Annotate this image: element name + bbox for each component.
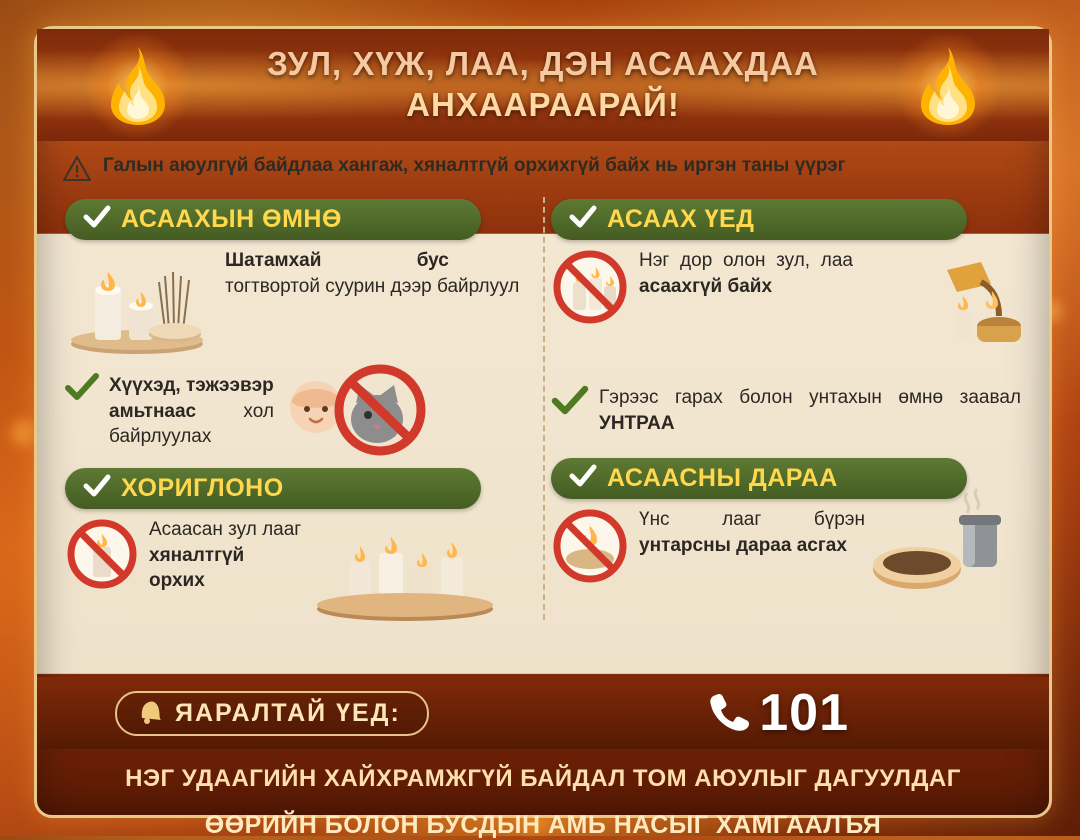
item-bold-2: амьтнаас bbox=[109, 400, 197, 422]
column-divider bbox=[543, 197, 545, 620]
candle-tray-icon bbox=[305, 517, 505, 628]
item-rest-head: хол bbox=[243, 400, 274, 422]
item-bold-2: бус bbox=[416, 250, 449, 271]
list-item bbox=[551, 507, 1021, 610]
item-bold-1: Хүүхэд, тэжээвэр bbox=[109, 375, 274, 396]
list-item bbox=[65, 517, 535, 628]
emergency-label-pill bbox=[115, 691, 429, 736]
section-heading-prohibited bbox=[65, 468, 481, 509]
flame-icon bbox=[909, 45, 987, 127]
list-item bbox=[65, 373, 535, 458]
flame-icon bbox=[99, 45, 177, 127]
list-item-text bbox=[149, 517, 301, 594]
section-heading-while-lighting bbox=[551, 199, 967, 240]
content-grid bbox=[37, 191, 1049, 638]
item-text: Асаасан зул лааг bbox=[149, 519, 302, 540]
check-icon bbox=[83, 205, 111, 234]
item-tail: асгах bbox=[796, 534, 847, 556]
warning-text: Галын аюулгүй байдлаа хангаж, хяналтгүй орхихгүй байх нь иргэн таны үүрэг bbox=[103, 155, 846, 176]
prohibited-candle-icon bbox=[65, 517, 139, 596]
right-column bbox=[543, 195, 1029, 638]
candles-incense-icon bbox=[65, 248, 215, 363]
section-heading-before-lighting bbox=[65, 199, 481, 240]
no-child-pet-icon bbox=[280, 367, 430, 458]
list-item bbox=[551, 248, 1021, 367]
section-heading-label: ХОРИГЛОНО bbox=[121, 474, 284, 502]
ash-bowl-icon bbox=[871, 485, 1021, 610]
prohibited-icon bbox=[551, 248, 629, 331]
lamp-candle-icon bbox=[861, 252, 1021, 367]
poster-header bbox=[37, 29, 1049, 141]
warning-triangle-icon bbox=[63, 156, 91, 187]
item-rest: тогтвортой суурин дээр байрлуул bbox=[225, 275, 520, 297]
emergency-bar bbox=[37, 677, 1049, 749]
list-item-text bbox=[639, 507, 865, 558]
check-icon bbox=[569, 464, 597, 493]
list-item-text bbox=[639, 248, 853, 299]
list-item-text bbox=[109, 373, 274, 450]
item-text: Үнс лааг бүрэн bbox=[639, 509, 865, 531]
section-heading-label: АСААСНЫ ДАРАА bbox=[607, 464, 838, 493]
item-bold: хяналтгүй bbox=[149, 544, 245, 566]
check-icon bbox=[551, 385, 589, 422]
item-bold-2: орхих bbox=[149, 570, 205, 592]
ember-decoration bbox=[10, 420, 36, 446]
footer-line-1: НЭГ УДААГИЙН ХАЙХРАМЖГҮЙ БАЙДАЛ ТОМ АЮУЛЫГ ДАГУУЛДАГ bbox=[125, 765, 961, 792]
left-column bbox=[57, 195, 543, 638]
emergency-phone bbox=[707, 683, 849, 743]
check-icon bbox=[65, 373, 99, 408]
item-text: Нэг дор олон зул, лаа bbox=[639, 250, 853, 271]
phone-icon bbox=[707, 690, 749, 737]
poster-footer bbox=[37, 749, 1049, 839]
footer-line-2: ӨӨРИЙН БОЛОН БУСДЫН АМЬ НАСЫГ ХАМГААЛЪЯ bbox=[204, 811, 882, 839]
list-item bbox=[551, 385, 1021, 436]
item-bold: унтарсны дараа bbox=[639, 534, 792, 556]
check-icon bbox=[83, 474, 111, 503]
item-rest: байрлуулах bbox=[109, 426, 212, 448]
prohibited-ash-icon bbox=[551, 507, 629, 590]
emergency-label: ЯАРАЛТАЙ ҮЕД: bbox=[175, 698, 401, 727]
item-bold: УНТРАА bbox=[599, 412, 675, 434]
item-bold: асаахгүй байх bbox=[639, 275, 773, 297]
page-title-line2: АНХААРААРАЙ! bbox=[406, 86, 680, 124]
section-heading-label: АСААХЫН ӨМНӨ bbox=[121, 205, 342, 233]
poster bbox=[34, 26, 1052, 839]
page-title-line1: ЗУЛ, ХҮЖ, ЛАА, ДЭН АСААХДАА bbox=[267, 45, 819, 82]
list-item-text bbox=[599, 385, 1021, 436]
bell-icon bbox=[133, 698, 163, 729]
emergency-number: 101 bbox=[759, 684, 849, 742]
section-heading-label: АСААХ ҮЕД bbox=[607, 205, 755, 233]
list-item-text bbox=[225, 248, 519, 299]
item-bold-1: Шатамхай bbox=[225, 250, 322, 271]
check-icon bbox=[569, 205, 597, 234]
list-item bbox=[65, 248, 535, 363]
item-text: Гэрээс гарах болон унтахын өмнө заавал bbox=[599, 387, 1021, 408]
warning-banner bbox=[37, 141, 1049, 191]
